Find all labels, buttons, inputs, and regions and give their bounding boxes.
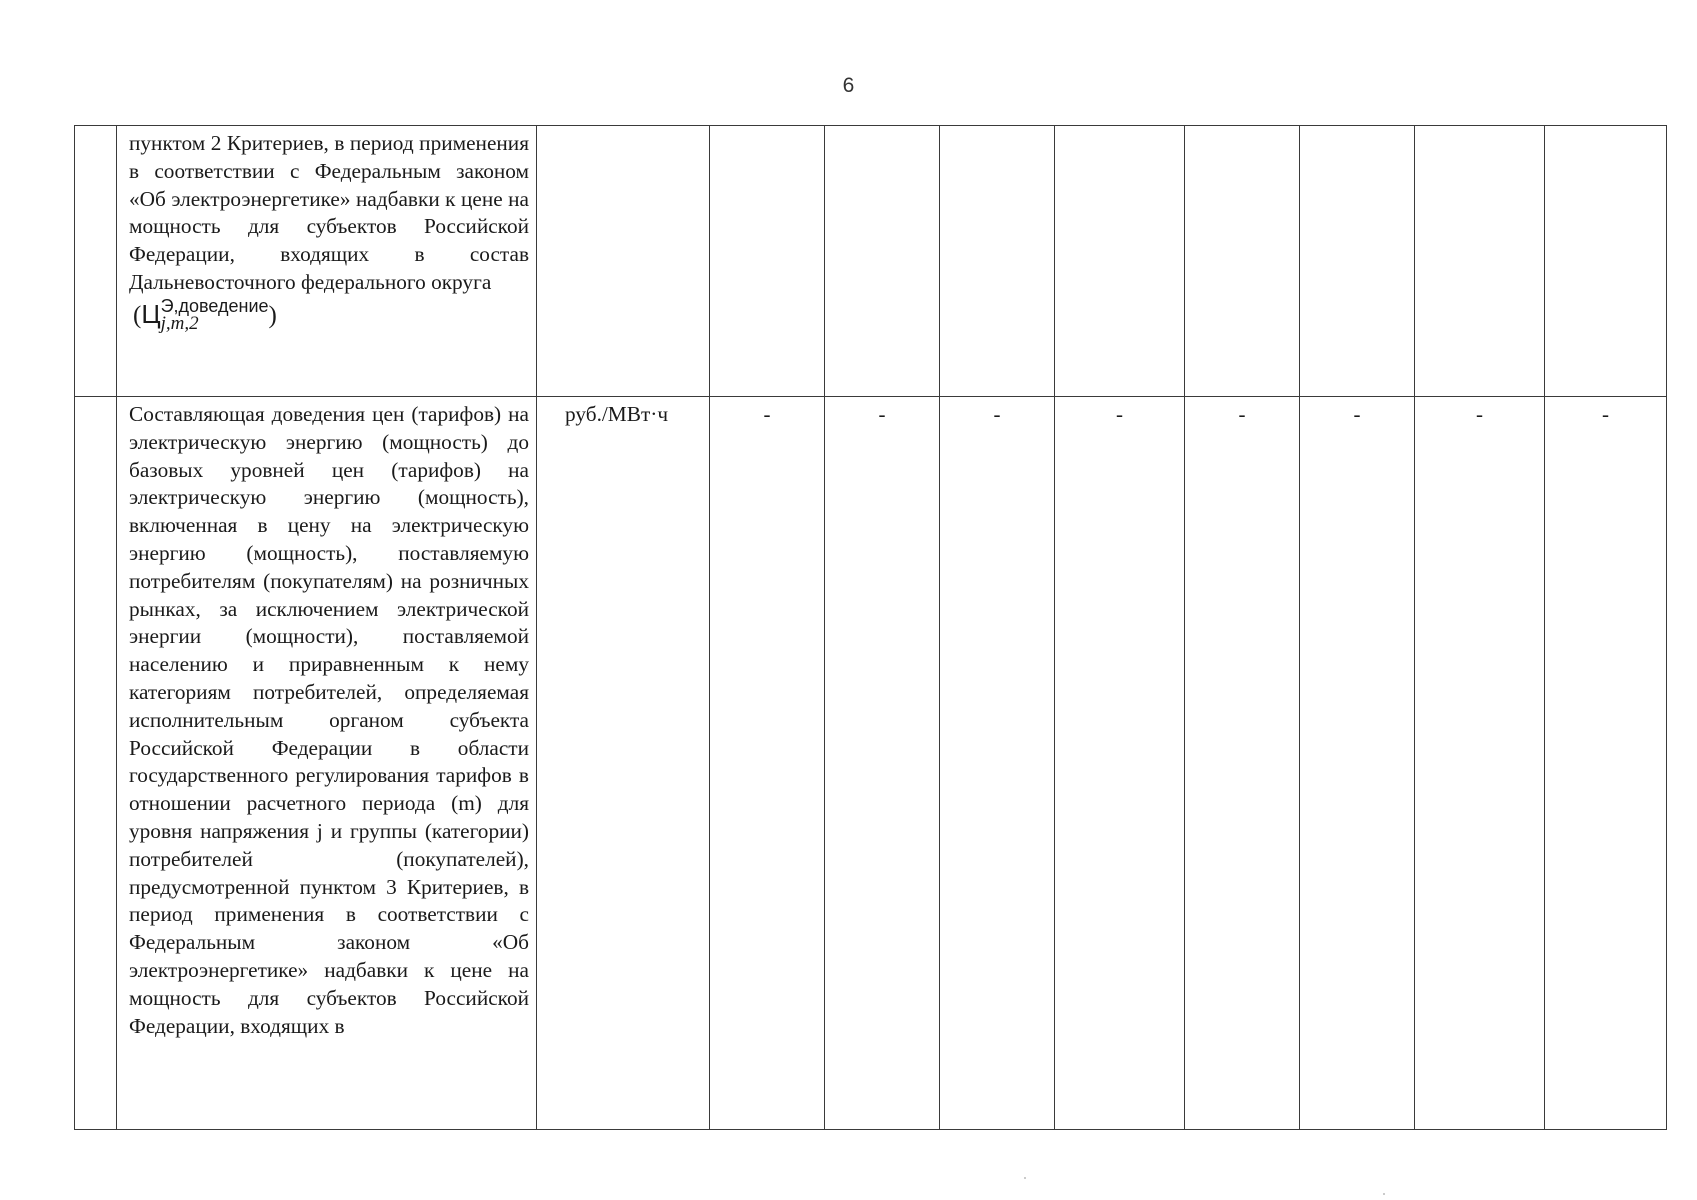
value-cell xyxy=(1055,126,1185,397)
formula-symbol: Ц xyxy=(141,298,161,329)
unit-cell xyxy=(537,126,710,397)
scan-speck xyxy=(1024,1177,1026,1179)
row-number-cell xyxy=(75,126,117,397)
value-cell: - xyxy=(1185,397,1300,1130)
scan-speck xyxy=(1383,1193,1385,1195)
value-cell xyxy=(710,126,825,397)
value-cell: - xyxy=(1545,397,1667,1130)
value-cell: - xyxy=(940,397,1055,1130)
formula-close: ) xyxy=(268,301,277,329)
value-cell xyxy=(940,126,1055,397)
description-cell xyxy=(117,397,537,1130)
value-cell: - xyxy=(710,397,825,1130)
value-cell: - xyxy=(1415,397,1545,1130)
formula xyxy=(129,296,277,335)
value-cell: - xyxy=(1300,397,1415,1130)
row-number-cell xyxy=(75,397,117,1130)
value-cell: - xyxy=(825,397,940,1130)
description-text: Составляющая доведения цен (тарифов) на электрическую энергию (мощность) до базовых уровней цен (тарифов) на электрическую энергию (мощность), включенная в цену на электрическую энергию (мощность), поставляемую потребителям (покупателям) на розничных рынках, за исключением электрической энергии (мощности), поставляемой населению и приравненным к нему категориям потребителей, определяемая исполнительным органом субъекта Российской Федерации в области государственного регулирования тарифов в отношении расчетного периода (m) для уровня напряжения j и группы (категории) потребителей (покупателей), предусмотренной пунктом 3 Критериев, в период применения в соответствии с Федеральным законом «Об электроэнергетике» надбавки к цене на мощность для субъектов Российской Федерации, входящих в xyxy=(129,402,529,1038)
table-row xyxy=(75,126,1667,397)
value-cell xyxy=(1545,126,1667,397)
formula-superscript: Э,доведение xyxy=(160,296,269,317)
formula-open: ( xyxy=(133,301,142,329)
value-cell xyxy=(1185,126,1300,397)
description-cell xyxy=(117,126,537,397)
data-table xyxy=(74,125,1667,1130)
table-row xyxy=(75,397,1667,1130)
value-cell: - xyxy=(1055,397,1185,1130)
value-cell xyxy=(825,126,940,397)
formula-subscript: j,m,2 xyxy=(160,313,199,335)
page-number: 6 xyxy=(842,74,855,97)
description-text: пунктом 2 Критериев, в период применения в соответствии с Федеральным законом «Об электроэнергетике» надбавки к цене на мощность для субъектов Российской Федерации, входящих в состав Дальневосточного федерального округа xyxy=(129,131,529,294)
value-cell xyxy=(1415,126,1545,397)
unit-cell: руб./МВт·ч xyxy=(537,397,710,1130)
value-cell xyxy=(1300,126,1415,397)
